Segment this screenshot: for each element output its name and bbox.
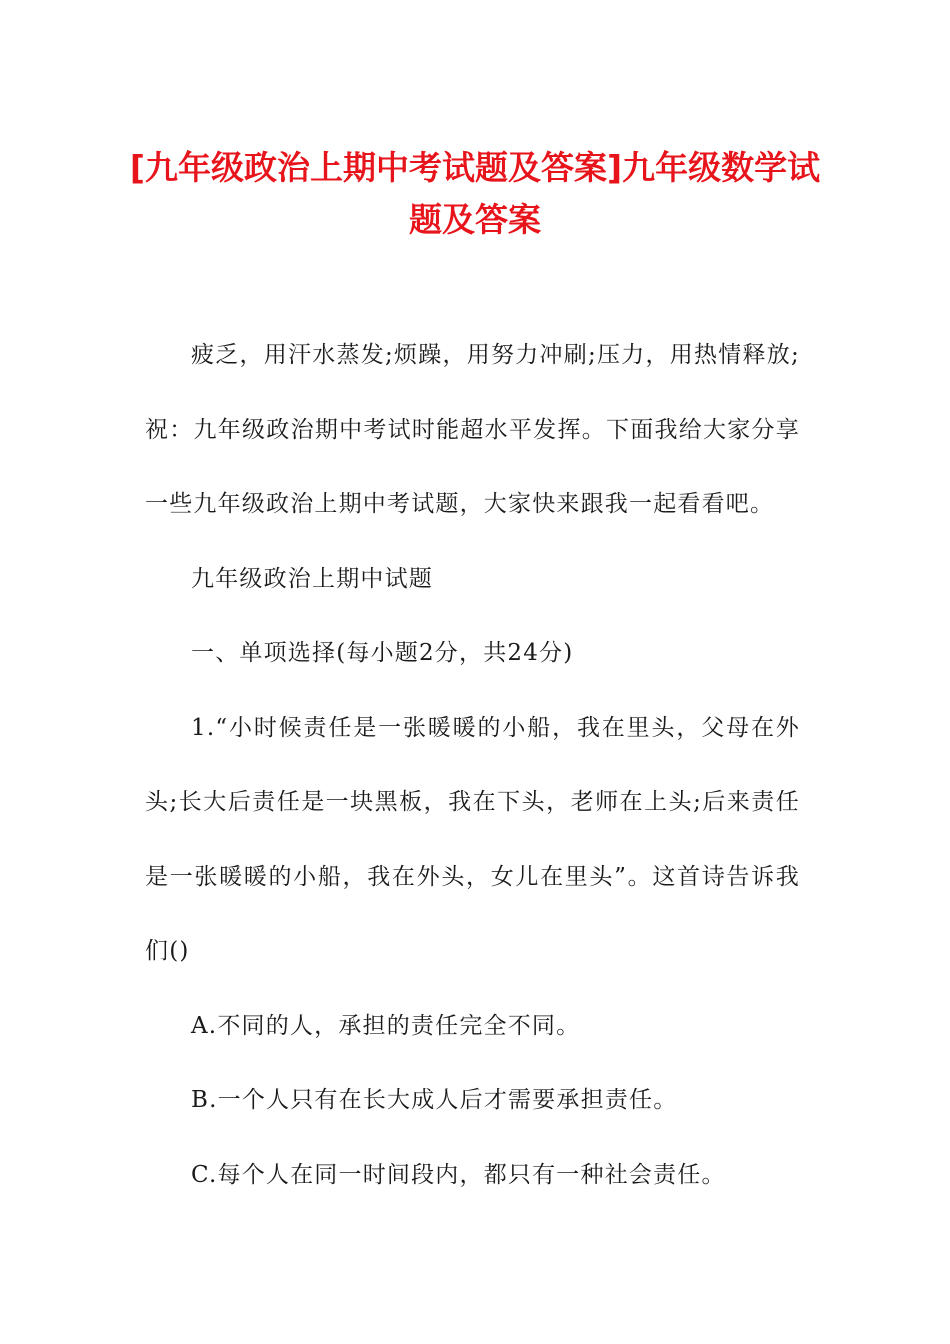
option-c: C.每个人在同一时间段内，都只有一种社会责任。 [191,1161,726,1188]
option-b: B.一个人只有在长大成人后才需要承担责任。 [191,1087,678,1113]
question-part-heading: 一、单项选择(每小题2分，共24分) [191,640,574,666]
document-title: [九年级政治上期中考试题及答案]九年级数学试题及答案 [129,148,821,239]
intro-paragraph: 疲乏，用汗水蒸发;烦躁，用努力冲刷;压力，用热情释放;祝：九年级政治期中考试时能超水平发挥。下面我给大家分享一些九年级政治上期中考试题，大家快来跟我一起看看吧。 [145,342,800,517]
document-body [145,318,800,1212]
option-a: A.不同的人，承担的责任完全不同。 [191,1012,581,1039]
question-1: 1.“小时候责任是一张暖暖的小船，我在里头，父母在外头;长大后责任是一块黑板，我在下头，老师在上头;后来责任是一张暖暖的小船，我在外头，女儿在里头”。这首诗告诉我们() [145,714,800,964]
section-heading: 九年级政治上期中试题 [191,565,433,592]
